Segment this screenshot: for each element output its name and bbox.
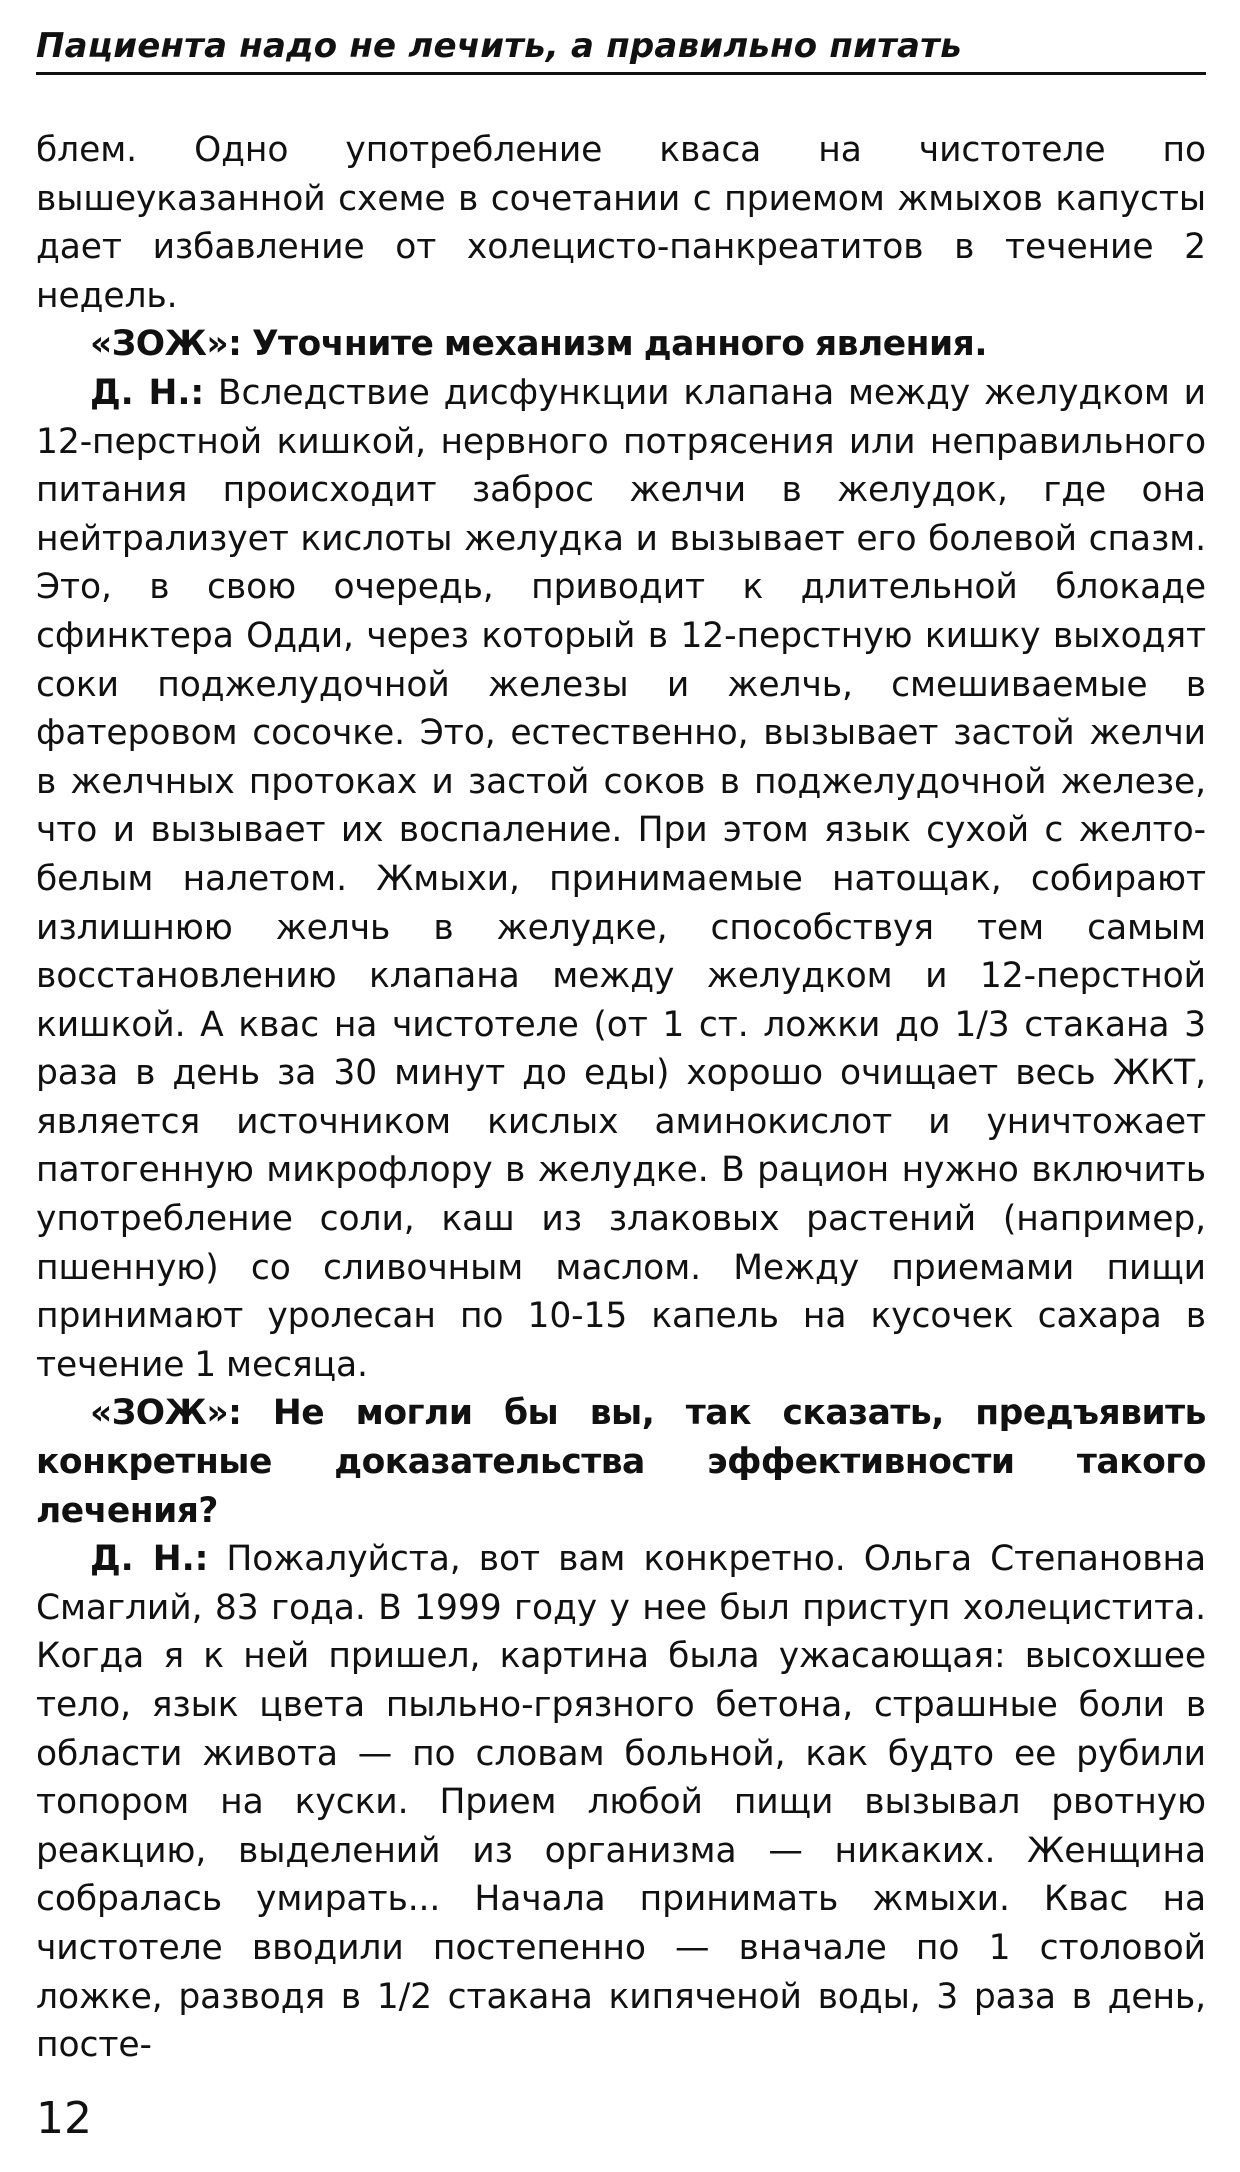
answer-2 bbox=[36, 1535, 1206, 2070]
running-header: Пациента надо не лечить, а правильно питать bbox=[36, 26, 962, 66]
body-text bbox=[36, 126, 1206, 2070]
answer-1-text: Вследствие дисфункции клапана между желудком и 12-перстной кишкой, нервного потрясения или неправильного питания происходит заброс желчи в желудок, где она нейтрализует кислоты желудка и вызывает его болевой спазм. Это, в свою очередь, приводит к длительной блокаде сфинктера Одди, через который в 12-перстную кишку выходят соки поджелудочной железы и желчь, смешиваемые в фатеровом сосочке. Это, естественно, вызывает застой желчи в желчных протоках и застой соков в поджелудочной железе, что и вызывает их воспаление. При этом язык сухой с желто-белым налетом. Жмыхи, принимаемые натощак, собирают излишнюю желчь в желудке, способствуя тем самым восстановлению клапана между желудком и 12-перстной кишкой. А квас на чистотеле (от 1 ст. ложки до 1/3 стакана 3 раза в день за 30 минут до еды) хорошо очищает весь ЖКТ, является источником кислых аминокислот и уничтожает патогенную микрофлору в желудке. В рацион нужно включить употребление соли, каш из злаковых растений (например, пшенную) со сливочным маслом. Между приемами пищи принимают уролесан по 10-15 капель на кусочек сахара в течение 1 месяца. bbox=[36, 372, 1206, 1385]
speaker-label: Д. Н.: bbox=[90, 1539, 209, 1580]
question-2: «ЗОЖ»: Не могли бы вы, так сказать, предъявить конкретные доказательства эффективности такого лечения? bbox=[36, 1393, 1206, 1531]
paragraph-continuation: блем. Одно употребление кваса на чистотеле по вышеуказанной схеме в сочетании с приемом жмыхов капусты дает избавление от холецисто-панкреатитов в течение 2 недель. bbox=[36, 130, 1206, 316]
speaker-label: Д. Н.: bbox=[90, 372, 205, 413]
header-rule bbox=[36, 72, 1206, 75]
answer-1 bbox=[36, 369, 1206, 1389]
page-number: 12 bbox=[36, 2093, 92, 2144]
answer-2-text: Пожалуйста, вот вам конкретно. Ольга Степановна Смаглий, 83 года. В 1999 году у нее был приступ холецистита. Когда я к ней пришел, картина была ужасающая: высохшее тело, язык цвета пыльно-грязного бетона, страшные боли в области живота — по словам больной, как будто ее рубили топором на куски. Прием любой пищи вызывал рвотную реакцию, выделений из организма — никаких. Женщина собралась умирать... Начала принимать жмыхи. Квас на чистотеле вводили постепенно — вначале по 1 столовой ложке, разводя в 1/2 стакана кипяченой воды, 3 раза в день, посте- bbox=[36, 1539, 1206, 2066]
question-1: «ЗОЖ»: Уточните механизм данного явления. bbox=[90, 324, 987, 365]
book-page bbox=[36, 0, 1206, 2172]
